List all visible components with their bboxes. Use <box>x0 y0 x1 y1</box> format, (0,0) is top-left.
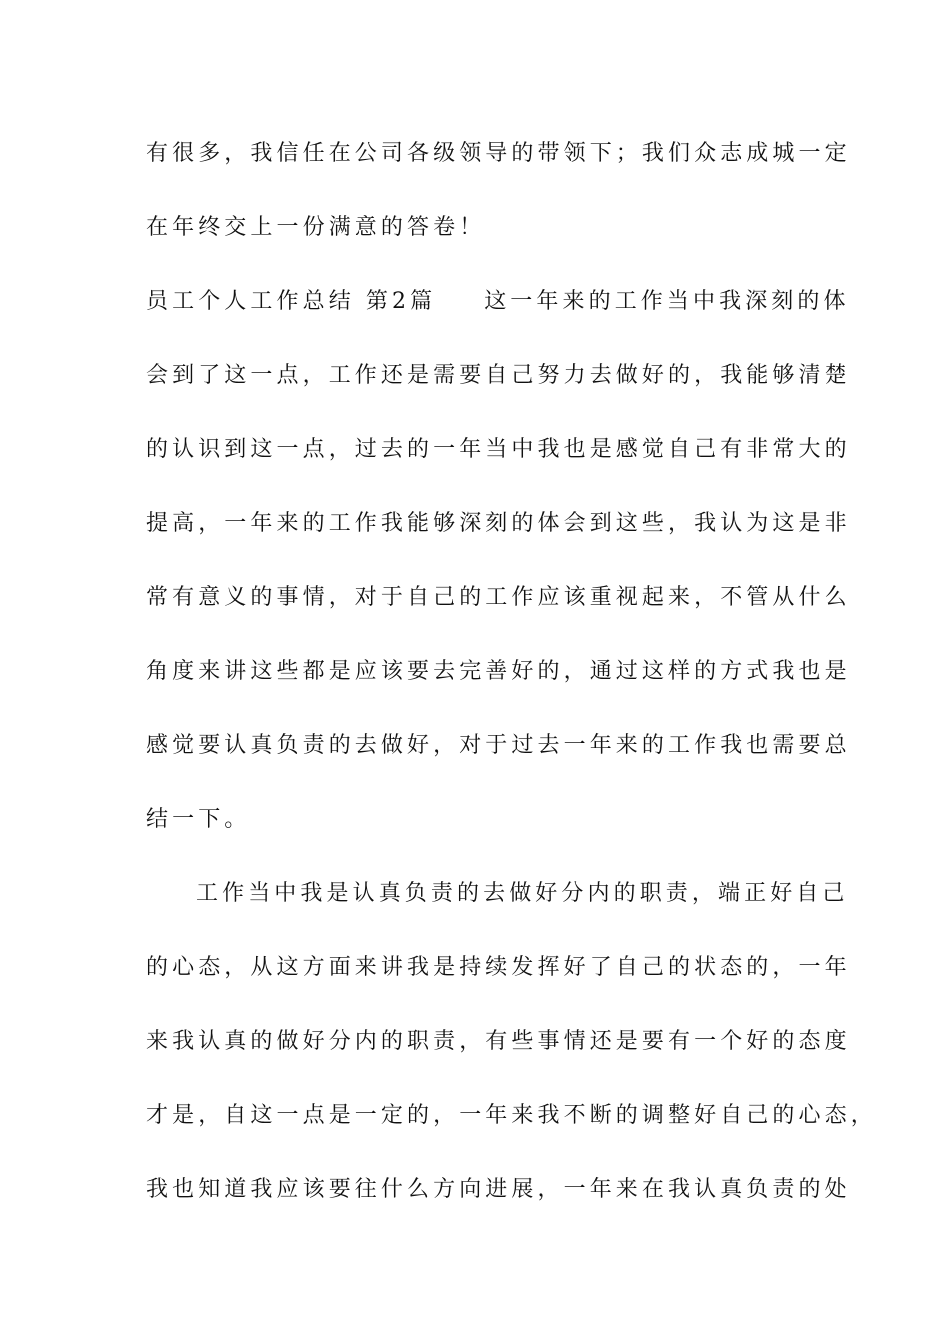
text-line: 提高，一年来的工作我能够深刻的体会到这些，我认为这是非 <box>146 511 851 536</box>
text-line: 感觉要认真负责的去做好，对于过去一年来的工作我也需要总 <box>146 733 851 758</box>
text-line: 会到了这一点，工作还是需要自己努力去做好的，我能够清楚 <box>146 363 851 388</box>
text-line: 来我认真的做好分内的职责，有些事情还是要有一个好的态度 <box>146 1029 851 1054</box>
text-line: 才是，自这一点是一定的，一年来我不断的调整好自己的心态， <box>146 1103 877 1128</box>
text-line: 有很多，我信任在公司各级领导的带领下；我们众志成城一定 <box>146 141 851 166</box>
text-line: 我也知道我应该要往什么方向进展，一年来在我认真负责的处 <box>146 1177 851 1202</box>
text-line: 在年终交上一份满意的答卷！ <box>146 215 486 240</box>
text-line: 的认识到这一点，过去的一年当中我也是感觉自己有非常大的 <box>146 437 851 462</box>
section-heading-line <box>146 287 850 317</box>
paragraph-first-line: 工作当中我是认真负责的去做好分内的职责，端正好自己 <box>196 881 849 906</box>
text-line: 的心态，从这方面来讲我是持续发挥好了自己的状态的，一年 <box>146 955 851 980</box>
text-line: 常有意义的事情，对于自己的工作应该重视起来，不管从什么 <box>146 585 851 610</box>
text-line: 结一下。 <box>146 807 251 832</box>
section-title: 员工个人工作总结 第2篇 <box>146 289 437 314</box>
section-first-line: 这一年来的工作当中我深刻的体 <box>484 289 850 314</box>
text-line: 角度来讲这些都是应该要去完善好的，通过这样的方式我也是 <box>146 659 851 684</box>
